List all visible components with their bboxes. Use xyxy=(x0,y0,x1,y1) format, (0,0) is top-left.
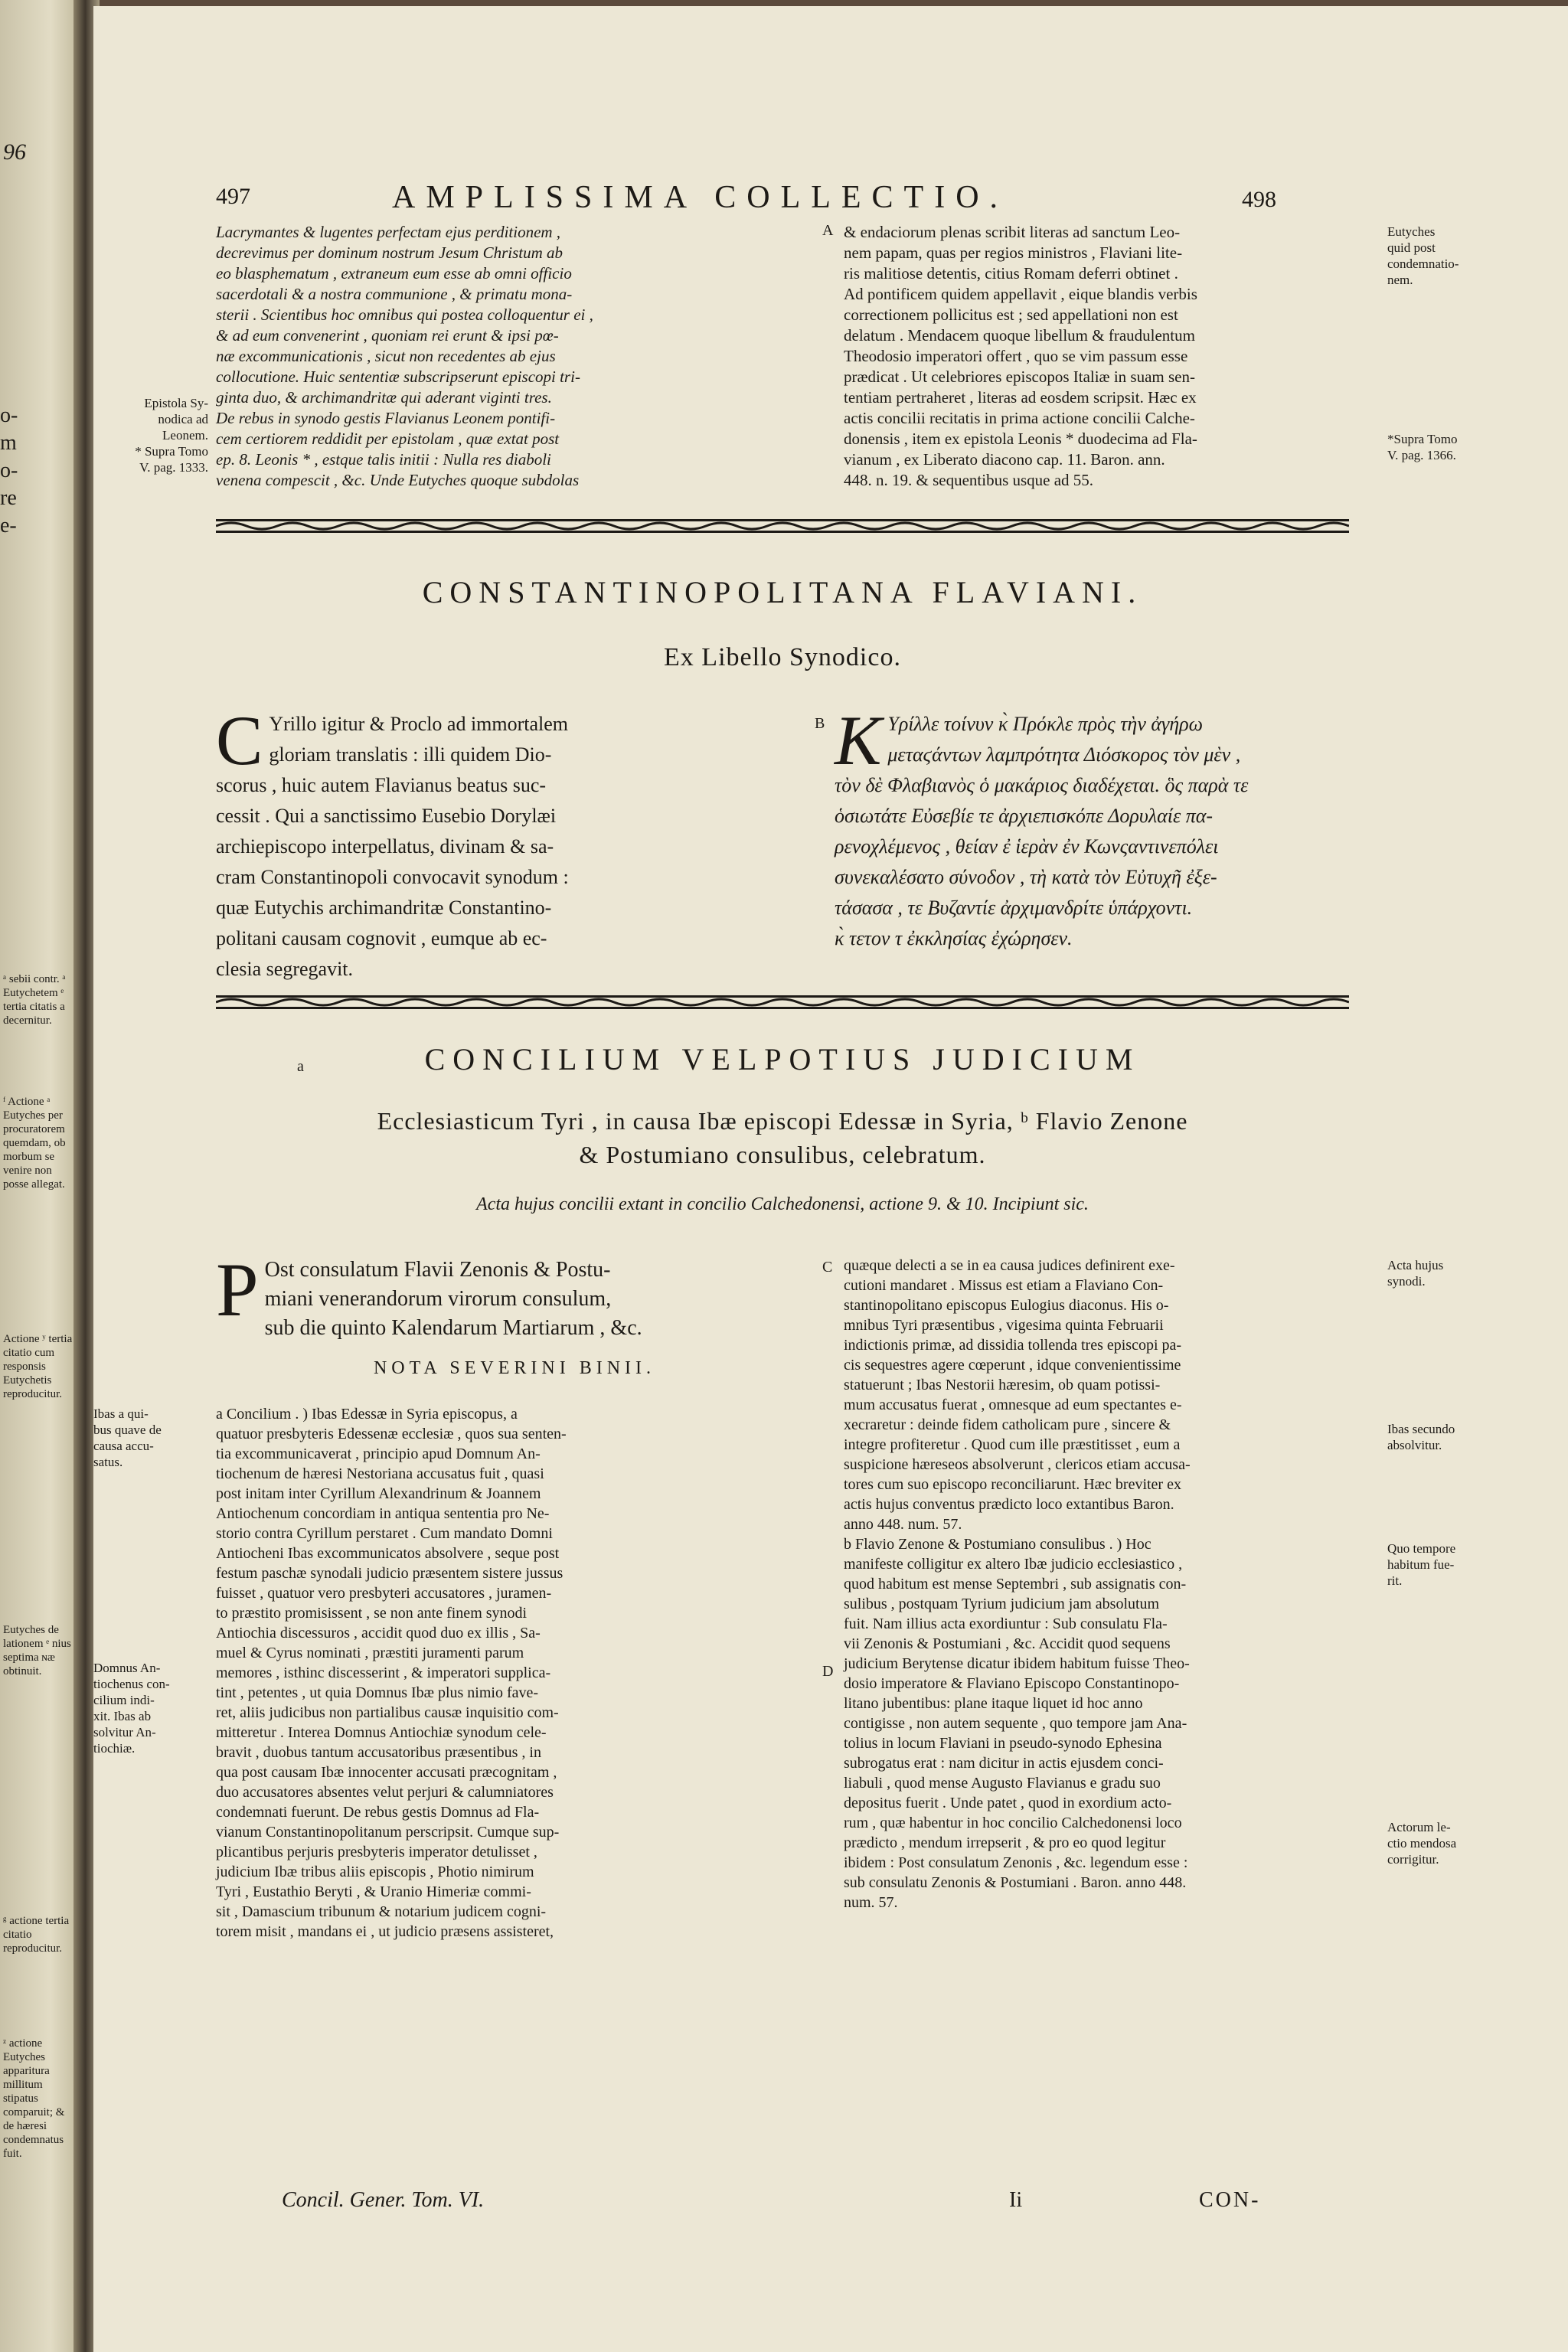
note-marker: a xyxy=(297,1058,304,1075)
text-line: actis hujus conventus prædicto loco extantibus Baron. xyxy=(844,1496,1174,1513)
section-letter: D xyxy=(822,1663,834,1680)
text-line: & ad eum convenerint , quoniam rei erunt & ipsi pœ- xyxy=(216,326,559,345)
text-line: ρενοχλέμενος , θείαν ἐ ἱερὰν ἐν Κωνςαντινεπόλει xyxy=(835,835,1219,858)
margin-note-quo-tempore xyxy=(1387,1540,1517,1589)
text-line: quatuor presbyteris Edessenæ ecclesiæ , quos sua senten- xyxy=(216,1426,567,1442)
page-number-right: 498 xyxy=(1242,187,1276,212)
text-line: De rebus in synodo gestis Flavianus Leonem pontifi- xyxy=(216,409,556,427)
text-line: litano jubentibus: plane itaque liquet id hoc anno xyxy=(844,1695,1143,1712)
left-page-fragment: e- xyxy=(0,514,17,537)
section-letter: A xyxy=(822,222,834,239)
text-line: 448. n. 19. & sequentibus usque ad 55. xyxy=(844,471,1094,489)
latin-text-block xyxy=(216,701,813,985)
footer-volume: Concil. Gener. Tom. VI. xyxy=(282,2188,485,2212)
text-line: cram Constantinopoli convocavit synodum : xyxy=(216,866,569,888)
text-line: Ad pontificem quidem appellavit , eique blandis verbis xyxy=(844,285,1197,303)
text-line: Υρίλλε τοίνυν κ̀ Πρόκλε πρὸς τὴν ἀγήρω xyxy=(887,713,1203,735)
section-subtitle: Ecclesiasticum Tyri , in causa Ibæ episcopi Edessæ in Syria, ᵇ Flavio Zenone xyxy=(377,1107,1188,1135)
text-line: gloriam translatis : illi quidem Dio- xyxy=(269,743,552,766)
text-line: post initam inter Cyrillum Alexandrinum & Joannem xyxy=(216,1485,541,1502)
section-letter: B xyxy=(815,715,825,732)
margin-line: absolvitur. xyxy=(1387,1438,1442,1452)
margin-line: tiochenus con- xyxy=(93,1677,170,1691)
text-line: nem papam, quas per regios ministros , Flaviani lite- xyxy=(844,243,1183,262)
text-line: condemnati fuerunt. De rebus gestis Domnus ad Fla- xyxy=(216,1804,540,1821)
margin-line: tiochiæ. xyxy=(93,1741,136,1756)
text-line: politani causam cognovit , eumque ab ec- xyxy=(216,927,547,949)
margin-line: V. pag. 1366. xyxy=(1387,448,1456,462)
lower-right-column xyxy=(844,1256,1380,1913)
text-line: b Flavio Zenone & Postumiano consulibus . ) Hoc xyxy=(844,1536,1152,1553)
margin-line: quid post xyxy=(1387,240,1436,255)
text-line: fuit. Nam illius acta exordiuntur : Sub consulatu Fla- xyxy=(844,1615,1168,1632)
left-page-fragment: re xyxy=(0,486,17,510)
text-line: sacerdotali & a nostra communione , & primatu mona- xyxy=(216,285,573,303)
text-line: subrogatus erat : nam dicitur in actis ejusdem conci- xyxy=(844,1755,1164,1772)
section-subtitle: Ex Libello Synodico. xyxy=(664,643,901,671)
text-line: to præstito promisissent , se non ante finem synodi xyxy=(216,1605,528,1622)
margin-line: *Supra Tomo xyxy=(1387,432,1458,446)
text-line: quæ Eutychis archimandritæ Constantino- xyxy=(216,897,552,919)
text-line: depositus fuerit . Unde patet , quod in exordium acto- xyxy=(844,1795,1172,1811)
text-line: cis sequestres agere cœperunt , idque convenientissime xyxy=(844,1357,1181,1374)
text-line: tentiam pertraheret , literas ad eosdem scripsit. Hæc ex xyxy=(844,388,1197,407)
text-line: ibidem : Post consulatum Zenonis , &c. legendum esse : xyxy=(844,1854,1188,1871)
text-line: Antiocheni Ibas excommunicatos absolvere , seque post xyxy=(216,1545,560,1562)
section-title: CONCILIUM VELPOTIUS JUDICIUM xyxy=(424,1042,1141,1076)
lower-left-column xyxy=(216,1404,821,1942)
running-title: AMPLISSIMA COLLECTIO. xyxy=(392,180,1009,215)
left-page-margin-note: Actione ʸ tertia citatio cum responsis Eutychetis reproducitur. xyxy=(3,1333,73,1400)
text-line: sterii . Scientibus hoc omnibus qui postea colloquentur ei , xyxy=(216,305,593,324)
text-line: rum , quæ habentur in hoc concilio Calchedonensi loco xyxy=(844,1815,1182,1831)
text-line: qua post causam Ibæ innocenter accusati præcognitam , xyxy=(216,1764,557,1781)
margin-line: Ibas secundo xyxy=(1387,1422,1455,1436)
text-line: Ost consulatum Flavii Zenonis & Postu- xyxy=(264,1258,611,1282)
left-page-number: 96 xyxy=(3,139,26,165)
text-line: xecraretur : deinde fidem catholicam pure , sincere & xyxy=(844,1416,1171,1433)
margin-line: cilium indi- xyxy=(93,1693,155,1707)
ornamental-band xyxy=(216,994,1349,1011)
text-line: sit , Damascium tribunum & notarium judicem cogni- xyxy=(216,1903,547,1920)
text-line: quæque delecti a se in ea causa judices definirent exe- xyxy=(844,1257,1175,1274)
text-line: statuerunt ; Ibas Nestorii hæresim, ob quam potissi- xyxy=(844,1377,1161,1393)
left-page-fragment: o- xyxy=(0,459,18,482)
text-line: indictionis primæ, ad dissidia tollenda tres episcopi pa- xyxy=(844,1337,1182,1354)
text-line: Theodosio imperatori offert , quo se vim passum esse xyxy=(844,347,1188,365)
text-line: donensis , item ex epistola Leonis * duodecima ad Fla- xyxy=(844,430,1197,448)
margin-line: solvitur An- xyxy=(93,1725,156,1740)
right-book-page xyxy=(93,6,1568,2352)
top-right-column xyxy=(844,222,1380,491)
text-line: delatum . Mendacem quoque libellum & fraudulentum xyxy=(844,326,1195,345)
top-left-column xyxy=(216,222,821,491)
text-line: prædicat . Ut celebriores episcopos Italiæ in suam sen- xyxy=(844,368,1195,386)
margin-note-ibas xyxy=(93,1406,208,1470)
margin-note-acta xyxy=(1387,1257,1517,1289)
margin-line: V. pag. 1333. xyxy=(139,460,208,475)
text-line: συνεκαλέσατο σύνοδον , τὴ κατὰ τὸν Εὐτυχῆ ἐξε- xyxy=(835,866,1217,888)
text-line: tint , petentes , ut quia Domnus Ibæ plus nimio fave- xyxy=(216,1684,539,1701)
text-line: manifeste colligitur ex altero Ibæ judicio ecclesiastico , xyxy=(844,1556,1183,1573)
margin-note-domnus xyxy=(93,1660,208,1756)
margin-line: xit. Ibas ab xyxy=(93,1709,152,1723)
text-line: ὁσιωτάτε Εὐσεβίε τε ἀρχιεπισκόπε Δορυλαίε πα- xyxy=(835,805,1214,827)
text-line: a Concilium . ) Ibas Edessæ in Syria episcopus, a xyxy=(216,1406,518,1423)
text-line: cutioni mandaret . Missus est etiam a Flaviano Con- xyxy=(844,1277,1164,1294)
text-line: judicium Berytense dicatur ibidem habitum fuisse Theo- xyxy=(844,1655,1190,1672)
left-page-margin-note: ᵍ actione tertia citatio reproducitur. xyxy=(3,1915,70,1955)
margin-line: corrigitur. xyxy=(1387,1852,1439,1867)
text-line: storio contra Cyrillum perstaret . Cum mandato Domni xyxy=(216,1525,553,1542)
margin-line: * Supra Tomo xyxy=(135,444,208,459)
text-line: torem misit , mandans ei , ut judicio præsens assisteret, xyxy=(216,1923,554,1940)
footer-signature: Ii xyxy=(1009,2188,1023,2212)
intro-block xyxy=(216,1247,828,1343)
section-title: CONSTANTINOPOLITANA FLAVIANI. xyxy=(422,575,1143,609)
margin-note-ibas-secundo xyxy=(1387,1421,1517,1453)
section-subtitle: & Postumiano consulibus, celebratum. xyxy=(579,1141,986,1168)
margin-line: synodi. xyxy=(1387,1274,1426,1289)
ornamental-band xyxy=(216,518,1349,534)
text-line: prædicto , mendum irrepserit , & pro eo quod legitur xyxy=(844,1834,1166,1851)
text-line: tia excommunicaverat , principio apud Domnum An- xyxy=(216,1446,541,1462)
margin-note-eutyches xyxy=(1387,224,1502,288)
drop-cap: K xyxy=(835,701,882,779)
text-line: festum paschæ synodali judicio præsentem sistere jussus xyxy=(216,1565,564,1582)
margin-line: satus. xyxy=(93,1455,123,1469)
text-line: Antiochenum concordiam in antiqua sententia pro Ne- xyxy=(216,1505,550,1522)
drop-cap: C xyxy=(216,701,263,779)
margin-line: ctio mendosa xyxy=(1387,1836,1457,1851)
text-line: dosio imperatore & Flaviano Episcopo Constantinopo- xyxy=(844,1675,1180,1692)
text-line: μεταϛάντων λαμπρότητα Διόσκορος τὸν μὲν , xyxy=(887,743,1241,766)
text-line: correctionem pollicitus est ; sed appellationi non est xyxy=(844,305,1178,324)
text-line: duo accusatores absentes velut perjuri & calumniatores xyxy=(216,1784,554,1801)
text-line: Antiochia discessuros , accidit quod duo ex illis , Sa- xyxy=(216,1625,541,1642)
text-line: suspicione hæreseos absolverunt , clericos etiam accusa- xyxy=(844,1456,1191,1473)
text-line: vianum , ex Liberato diacono cap. 11. Baron. ann. xyxy=(844,450,1165,469)
margin-note-actorum xyxy=(1387,1819,1517,1867)
margin-line: Epistola Sy- xyxy=(144,396,208,410)
text-line: Yrillo igitur & Proclo ad immortalem xyxy=(269,713,569,735)
text-line: venena compescit , &c. Unde Eutyches quoque subdolas xyxy=(216,471,580,489)
left-page-fragment: m xyxy=(0,431,17,455)
text-line: ep. 8. Leonis * , estque talis initii : Nulla res diaboli xyxy=(216,450,551,469)
text-line: tiochenum de hæresi Nestoriana accusatus fuit , quasi xyxy=(216,1465,544,1482)
text-line: actis concilii recitatis in prima actione concilii Calche- xyxy=(844,409,1195,427)
drop-cap: P xyxy=(216,1247,259,1332)
text-line: plicantibus perjuris presbyteris imperator detulisset , xyxy=(216,1844,537,1860)
margin-line: condemnatio- xyxy=(1387,256,1459,271)
margin-line: nodica ad xyxy=(158,412,208,426)
text-line: muel & Cyrus nominati , præstiti juramenti parum xyxy=(216,1645,524,1661)
text-line: bravit , duobus tantum accusatoribus præsentibus , in xyxy=(216,1744,541,1761)
text-line: vianum Constantinopolitanum perscripsit. Cumque sup- xyxy=(216,1824,560,1841)
left-page-margin-note: ᵃ sebii contr. ᵃ Eutychetem ᵉ tertia citatis a decernitur. xyxy=(3,973,66,1027)
nota-heading: NOTA SEVERINI BINII. xyxy=(373,1358,656,1378)
text-line: τὸν δὲ Φλαβιανὸς ὁ μακάριος διαδέχεται. ὃς παρὰ τε xyxy=(835,774,1249,796)
text-line: cem certiorem reddidit per epistolam , quæ extat post xyxy=(216,430,560,448)
text-line: mitteretur . Interea Domnus Antiochiæ synodum cele- xyxy=(216,1724,547,1741)
text-line: judicium Ibæ tribus aliis episcopis , Photio nimirum xyxy=(216,1864,534,1880)
text-line: cessit . Qui a sanctissimo Eusebio Dorylæi xyxy=(216,805,557,827)
text-line: sub die quinto Kalendarum Martiarum , &c. xyxy=(264,1316,642,1340)
text-line: Lacrymantes & lugentes perfectam ejus perditionem , xyxy=(216,223,561,241)
margin-line: habitum fue- xyxy=(1387,1557,1455,1572)
page-number-left: 497 xyxy=(216,184,250,209)
margin-line: Ibas a qui- xyxy=(93,1406,149,1421)
text-line: memores , isthinc discesserint , & imperatori supplica- xyxy=(216,1664,551,1681)
text-line: ret, aliis judicibus non partialibus causæ inquisitio com- xyxy=(216,1704,559,1721)
text-line: & endaciorum plenas scribit literas ad sanctum Leo- xyxy=(844,223,1181,241)
text-line: tolius in locum Flaviani in pseudo-synodo Ephesina xyxy=(844,1735,1162,1752)
margin-line: rit. xyxy=(1387,1573,1403,1588)
margin-line: nem. xyxy=(1387,273,1413,287)
text-line: miani venerandorum virorum consulum, xyxy=(264,1287,612,1311)
margin-line: Leonem. xyxy=(162,428,208,443)
text-line: scorus , huic autem Flavianus beatus suc- xyxy=(216,774,547,796)
text-line: stantinopolitano episcopus Eulogius diaconus. His o- xyxy=(844,1297,1169,1314)
text-line: fuisset , quatuor vero presbyteri accusatores , juramen- xyxy=(216,1585,552,1602)
left-page-edge xyxy=(0,0,84,2352)
text-line: decrevimus per dominum nostrum Jesum Christum ab xyxy=(216,243,564,262)
text-line: sulibus , postquam Tyrium judicium jam absolutum xyxy=(844,1596,1160,1612)
text-line: quod habitum est mense Septembri , sub assignatis con- xyxy=(844,1576,1187,1592)
text-line: archiepiscopo interpellatus, divinam & sa- xyxy=(216,835,554,858)
greek-text-block xyxy=(835,701,1386,954)
text-line: τάσασα , τε Βυζαντίε ἀρχιμανδρίτε ὑπάρχοντι. xyxy=(835,897,1193,919)
text-line: ris malitiose detentis, citius Romam deferri obtinet . xyxy=(844,264,1178,283)
text-line: eo blasphematum , extraneum eum esse ab omni officio xyxy=(216,264,572,283)
margin-line: Domnus An- xyxy=(93,1661,161,1675)
text-line: sub consulatu Zenonis & Postumiani . Baron. anno 448. xyxy=(844,1874,1187,1891)
text-line: clesia segregavit. xyxy=(216,958,354,980)
text-line: κ̀ τετον τ ἐκκλησίας ἐχώρησεν. xyxy=(835,927,1073,949)
left-page-fragment: o- xyxy=(0,403,18,427)
text-line: num. 57. xyxy=(844,1894,898,1911)
text-line: collocutione. Huic sententiæ subscripserunt episcopi tri- xyxy=(216,368,580,386)
text-line: Tyri , Eustathio Beryti , & Uranio Himeriæ commi- xyxy=(216,1883,531,1900)
margin-line: Actorum le- xyxy=(1387,1820,1451,1834)
margin-line: causa accu- xyxy=(93,1439,154,1453)
margin-note-epistola xyxy=(93,395,208,475)
left-page-margin-note: Eutyches de lationem ᵉ nius septima ɴæ obtinuit. xyxy=(3,1624,71,1677)
margin-note-supra xyxy=(1387,431,1517,463)
section-letter: C xyxy=(822,1259,833,1276)
text-line: mnibus Tyri præsentibus , vigesima quinta Februarii xyxy=(844,1317,1164,1334)
left-page-margin-note: ᶠ Actione ᵃ Eutyches per procuratorem quemdam, ob morbum se venire non posse allegat. xyxy=(3,1096,66,1191)
margin-line: Quo tempore xyxy=(1387,1541,1456,1556)
left-page-margin-note: ᶻ actione Eutyches apparitura millitum stipatus comparuit; & de hæresi condemnatus fuit. xyxy=(3,2037,65,2160)
text-line: ginta duo, & archimandritæ qui aderant viginti tres. xyxy=(216,388,552,407)
margin-line: bus quave de xyxy=(93,1423,162,1437)
margin-line: Acta hujus xyxy=(1387,1258,1444,1272)
text-line: vii Zenonis & Postumiani , &c. Accidit quod sequens xyxy=(844,1635,1171,1652)
acta-line: Acta hujus concilii extant in concilio Calchedonensi, actione 9. & 10. Incipiunt sic. xyxy=(476,1194,1089,1214)
footer-catchword: CON- xyxy=(1199,2188,1261,2212)
text-line: mum accusatus fuerat , omnesque ad eum spectantes e- xyxy=(844,1396,1182,1413)
margin-line: Eutyches xyxy=(1387,224,1436,239)
text-line: liabuli , quod mense Augusto Flavianus e gradu suo xyxy=(844,1775,1161,1792)
text-line: contigisse , non autem sequente , quo tempore jam Ana- xyxy=(844,1715,1187,1732)
text-line: integre profiteretur . Quod cum ille præstitisset , eum a xyxy=(844,1436,1181,1453)
text-line: næ excommunicationis , sicut non recedentes ab ejus xyxy=(216,347,556,365)
text-line: anno 448. num. 57. xyxy=(844,1516,962,1533)
text-line: tores cum suo episcopo reconciliarunt. Hæc breviter ex xyxy=(844,1476,1181,1493)
